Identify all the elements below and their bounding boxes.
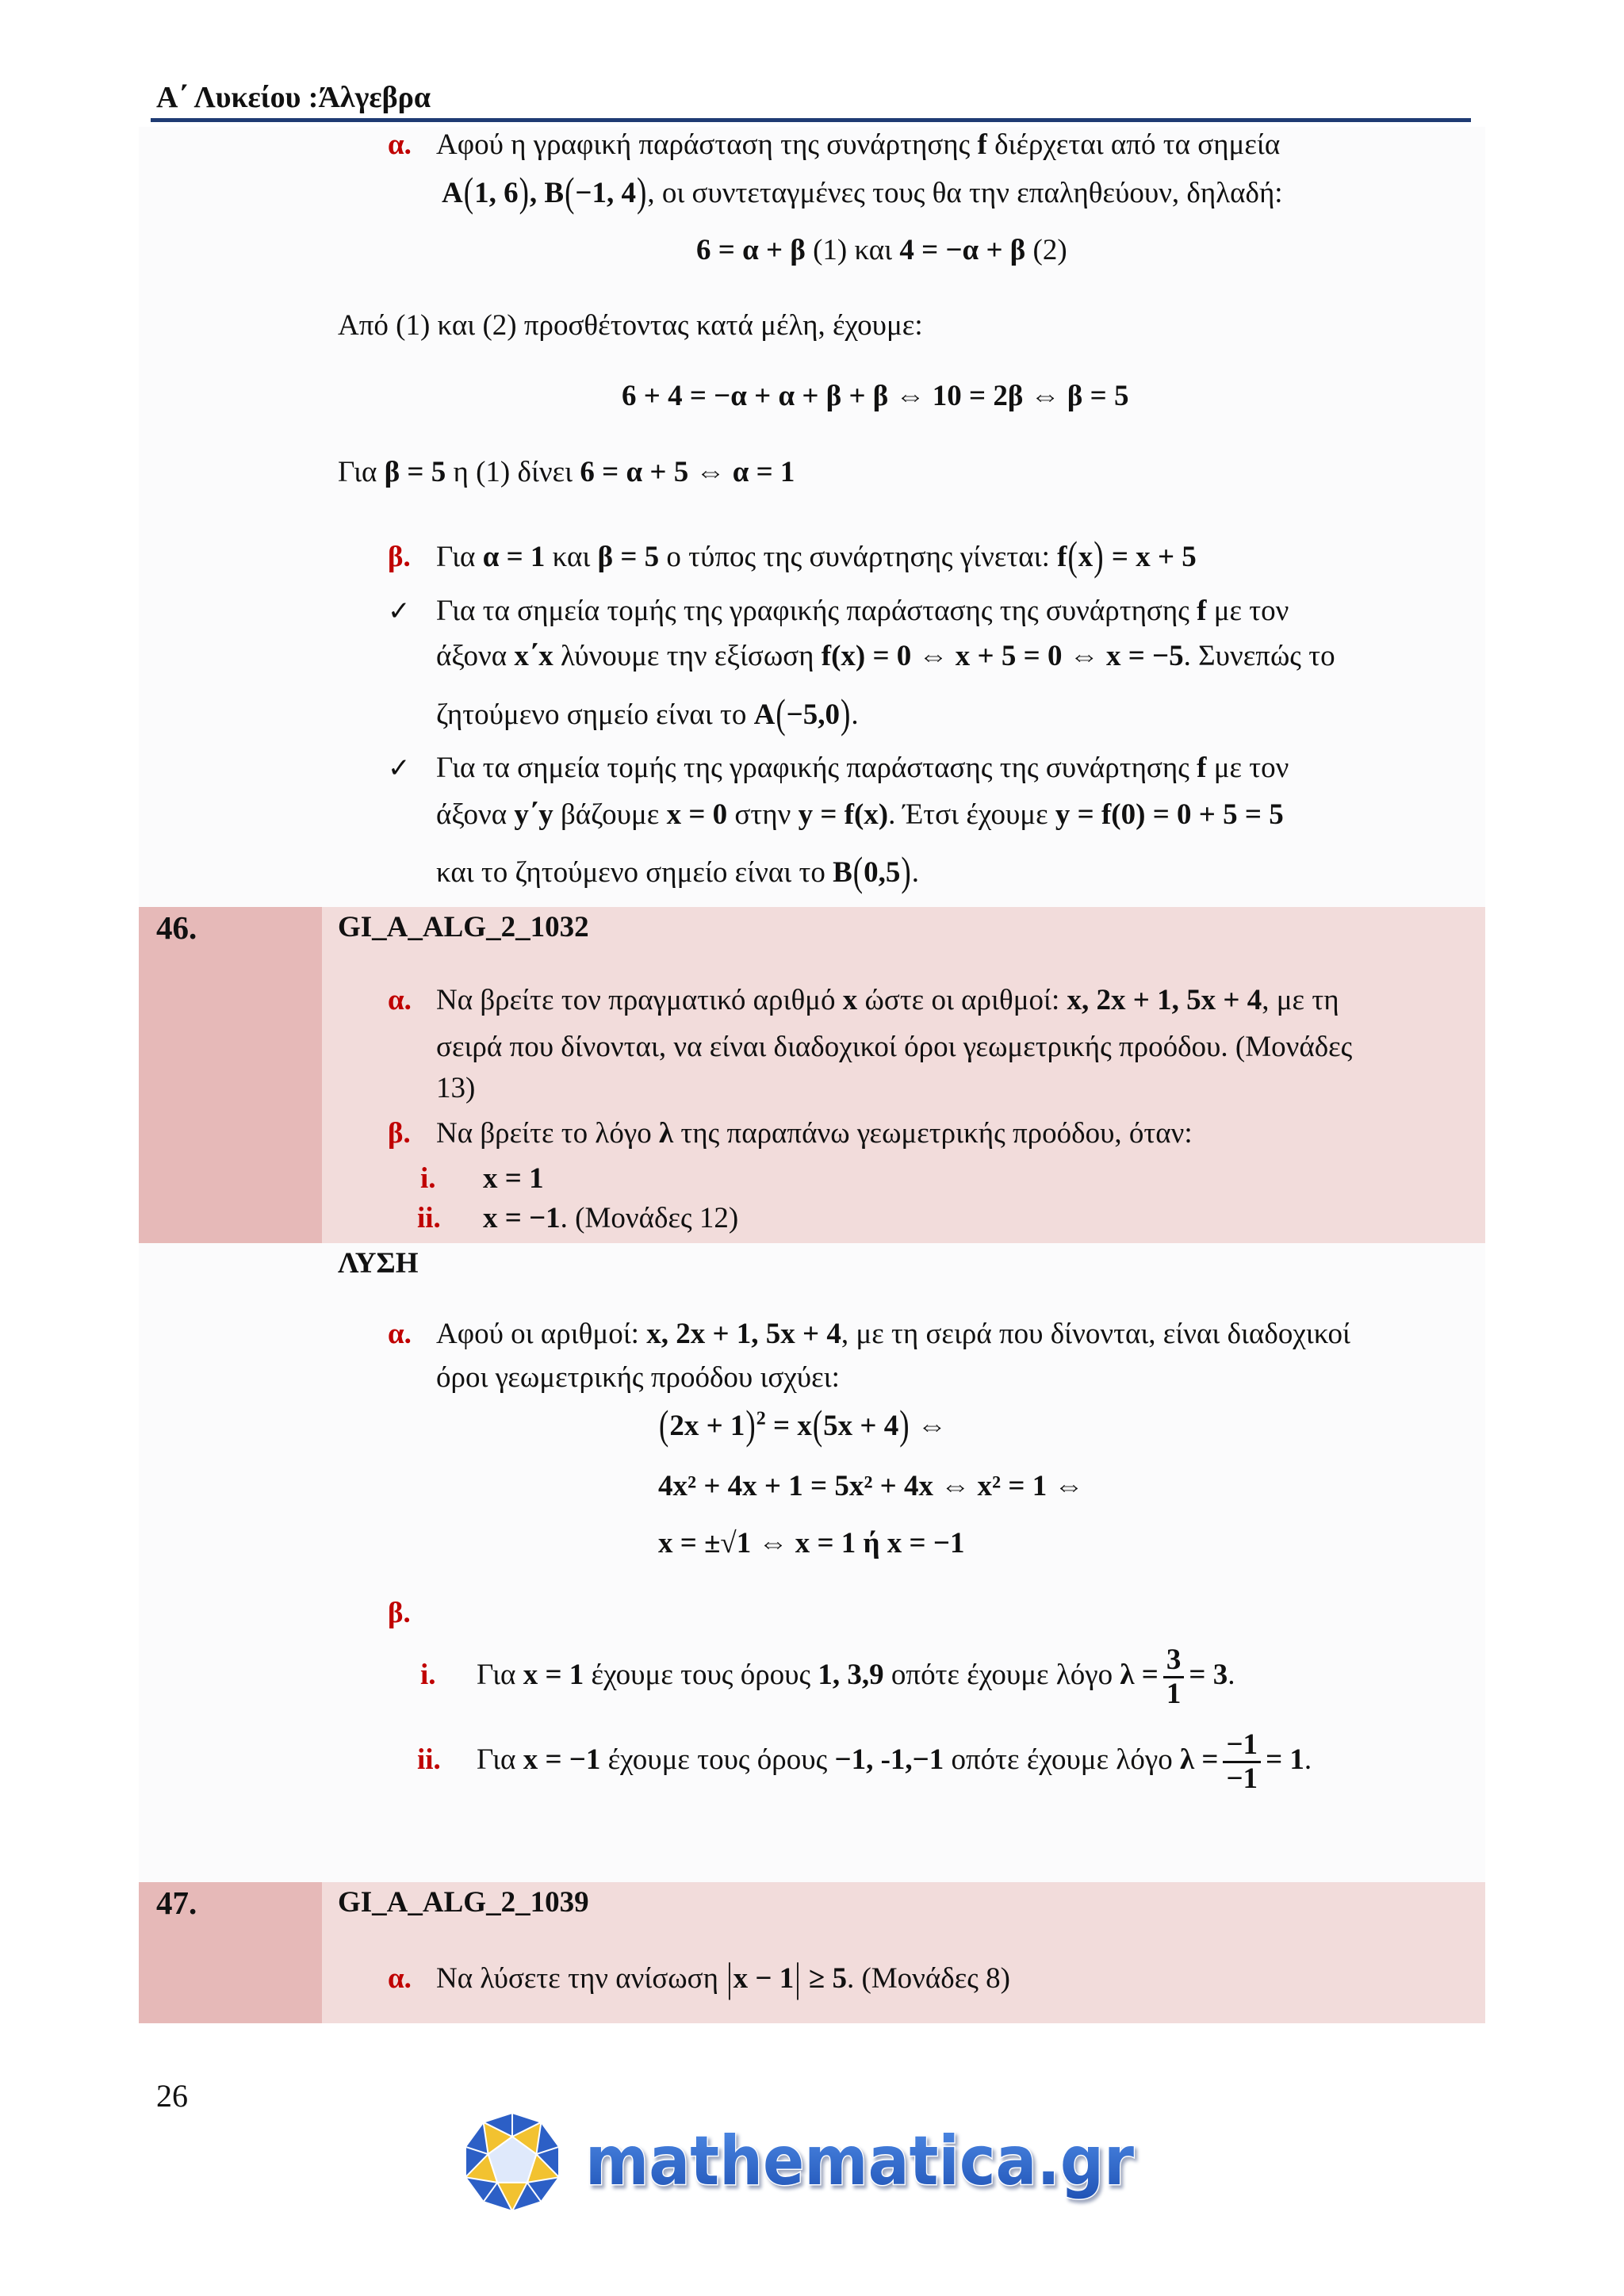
exercise-code: GI_A_ALG_2_1039: [338, 1886, 589, 1919]
math-expression: x = −1: [483, 1202, 561, 1234]
math-expression: y = f(0) = 0 + 5 = 5: [1055, 798, 1284, 831]
text-run: .: [911, 856, 919, 889]
text-run: , οι συντεταγμένες τους θα την επαληθεύουν, δηλαδή:: [647, 177, 1283, 209]
fraction: [1223, 1729, 1261, 1795]
absolute-value-bar: |: [795, 1955, 801, 2001]
math-expression: λ =: [1179, 1743, 1219, 1776]
math-expression: α = 1: [482, 541, 546, 573]
sol46-a-line-2: όροι γεωμετρικής προόδου ισχύει:: [436, 1361, 840, 1394]
text-run: βάζουμε: [553, 798, 667, 831]
math-expression: Β: [833, 856, 852, 889]
text-run: και: [545, 541, 598, 573]
ex46-subpart-ii: [483, 1200, 738, 1237]
math-expression: −1, -1,−1: [834, 1743, 944, 1776]
big-paren: ): [899, 1402, 910, 1448]
text-run: με τον: [1206, 595, 1289, 627]
math-expression: −5,0: [786, 698, 840, 731]
big-paren: ): [1094, 534, 1104, 580]
math-expression: = x + 5: [1104, 541, 1197, 573]
math-expression: = 3: [1189, 1659, 1228, 1691]
math-expression: x, 2x + 1, 5x + 4: [646, 1318, 841, 1350]
math-expression: 6 = α + β: [696, 234, 806, 266]
subpart-ii-marker: ii.: [417, 1743, 441, 1776]
big-paren: ): [840, 691, 851, 737]
text-run: .: [1304, 1743, 1312, 1776]
text-run: έχουμε τους όρους: [600, 1743, 835, 1776]
superscript: 2: [756, 1408, 766, 1429]
math-expression: x: [1078, 541, 1094, 573]
fraction-numerator: −1: [1226, 1728, 1258, 1762]
math-expression: −1, 4: [575, 177, 636, 209]
part-a-marker: α.: [388, 128, 412, 161]
s45-check1-line-2: [436, 638, 1335, 675]
s45-paragraph-2: [338, 454, 795, 491]
text-run: . (Μονάδες 8): [846, 1962, 1010, 1995]
ex46-a-line-3: 13): [436, 1072, 476, 1104]
text-run: (1) και: [805, 234, 900, 266]
text-run: στην: [727, 798, 799, 831]
s45-check1-line-3: [436, 691, 859, 737]
checkmark-icon: ✓: [388, 595, 411, 627]
math-expression: f(x) = 0 ⇔ x + 5 = 0 ⇔ x = −5: [821, 640, 1184, 672]
math-expression: = 1: [1266, 1743, 1304, 1776]
polyhedron-icon: [465, 2113, 559, 2211]
logo-text: mathematica.gr: [585, 2122, 1135, 2201]
math-expression: 0,5: [864, 856, 901, 889]
text-run: ώστε οι αριθμοί:: [857, 984, 1067, 1016]
big-paren: ): [519, 170, 529, 216]
math-expression: 1, 3,9: [818, 1659, 884, 1691]
solution-title: ΛΥΣΗ: [338, 1247, 419, 1280]
sol46-equation-2: 4x² + 4x + 1 = 5x² + 4x ⇔ x² = 1 ⇔: [658, 1470, 1084, 1502]
big-paren: (: [565, 170, 575, 216]
text-run: (2): [1025, 234, 1067, 266]
text-run: Αφού η γραφική παράσταση της συνάρτησης: [436, 128, 978, 161]
math-expression: β = 5: [384, 456, 446, 488]
text-run: Να βρείτε τον πραγματικό αριθμό: [436, 984, 843, 1016]
math-expression: , Β: [529, 177, 565, 209]
s45-check2-line-2: [436, 797, 1284, 833]
math-expression: λ =: [1120, 1659, 1159, 1691]
math-expression: 1, 6: [474, 177, 519, 209]
fraction-denominator: 1: [1163, 1676, 1185, 1710]
part-a-marker: α.: [388, 1962, 412, 1995]
fraction-numerator: 3: [1166, 1644, 1182, 1677]
exercise-number: 47.: [156, 1885, 197, 1921]
s45-check2-line-1: [436, 750, 1289, 786]
text-run: . Έτσι έχουμε: [888, 798, 1055, 831]
text-run: . (Μονάδες 12): [560, 1202, 739, 1234]
ex46-a-line-2: σειρά που δίνονται, να είναι διαδοχικοί όροι γεωμετρικής προόδου. (Μονάδες: [436, 1031, 1353, 1063]
text-run: της παραπάνω γεωμετρικής προόδου, όταν:: [673, 1117, 1193, 1150]
big-paren: ): [745, 1402, 756, 1448]
math-expression: 4 = −α + β: [899, 234, 1026, 266]
math-expression: x: [842, 984, 858, 1016]
text-run: ζητούμενο σημείο είναι το: [436, 698, 754, 731]
text-run: η (1) δίνει: [446, 456, 580, 488]
big-paren: (: [659, 1402, 669, 1448]
ex46-b-line-1: [436, 1115, 1193, 1152]
text-run: Για: [436, 541, 483, 573]
absolute-value-bar: |: [726, 1955, 733, 2001]
page-number: 26: [156, 2078, 188, 2114]
sol46-equation-3: x = ±√1 ⇔ x = 1 ή x = −1: [658, 1527, 965, 1559]
text-run: .: [851, 698, 859, 731]
big-paren: (: [776, 691, 786, 737]
big-paren: ): [637, 170, 647, 216]
text-run: Αφού οι αριθμοί:: [436, 1318, 647, 1350]
math-expression: x − 1: [733, 1962, 795, 1995]
part-b-marker: β.: [388, 1117, 411, 1150]
text-run: Να λύσετε την ανίσωση: [436, 1962, 726, 1995]
mathematica-logo: [444, 2093, 1158, 2236]
math-expression: f: [1197, 595, 1207, 627]
text-run: Να βρείτε το λόγο: [436, 1117, 659, 1150]
math-expression: x = −1: [523, 1743, 601, 1776]
math-expression: ⇔: [910, 1410, 947, 1442]
math-expression: β = 5: [597, 541, 660, 573]
s45-a-line-2: [442, 170, 1283, 216]
fraction-denominator: −1: [1223, 1761, 1261, 1795]
text-run: .: [1228, 1659, 1235, 1691]
math-expression: x, 2x + 1, 5x + 4: [1067, 984, 1262, 1016]
subpart-i-marker: i.: [420, 1162, 436, 1195]
math-expression: f: [1057, 541, 1067, 573]
subpart-i-marker: i.: [420, 1659, 436, 1691]
exercise-number: 46.: [156, 909, 197, 946]
s45-equation-1: 6 + 4 = −α + α + β + β ⇔ 10 = 2β ⇔ β = 5: [622, 380, 1129, 412]
text-run: ο τύπος της συνάρτησης γίνεται:: [659, 541, 1058, 573]
s45-a-line-1: [436, 127, 1280, 163]
math-expression: Α: [442, 177, 463, 209]
math-expression: 2x + 1: [669, 1410, 745, 1442]
math-expression: x = 0: [666, 798, 728, 831]
text-run: άξονα: [436, 798, 515, 831]
ex47-a-line-1: [436, 1955, 1010, 2001]
sol46-a-line-1: [436, 1316, 1350, 1353]
sol46-equation-1: [658, 1402, 947, 1448]
math-expression: y΄y: [514, 798, 553, 831]
text-run: με τον: [1206, 752, 1289, 784]
text-run: . Συνεπώς το: [1183, 640, 1335, 672]
s45-paragraph-1: Από (1) και (2) προσθέτοντας κατά μέλη, έχουμε:: [338, 309, 923, 342]
fraction: [1163, 1644, 1185, 1710]
part-a-marker: α.: [388, 1318, 412, 1350]
s45-b-line-1: [436, 534, 1197, 580]
text-run: οπότε έχουμε λόγο: [883, 1659, 1120, 1691]
text-run: διέρχεται από τα σημεία: [986, 128, 1281, 161]
subpart-ii-marker: ii.: [417, 1202, 441, 1234]
exercise-code: GI_A_ALG_2_1032: [338, 911, 589, 943]
big-paren: (: [1067, 534, 1078, 580]
math-expression: = x: [765, 1410, 812, 1442]
sol46-subpart-ii: [477, 1728, 1312, 1796]
text-run: , με τη σειρά που δίνονται, είναι διαδοχικοί: [841, 1318, 1350, 1350]
big-paren: (: [812, 1402, 823, 1448]
big-paren: ): [901, 849, 911, 895]
math-expression: 5x + 4: [823, 1410, 899, 1442]
sol46-subpart-i: [477, 1644, 1235, 1711]
text-run: Για τα σημεία τομής της γραφικής παράστασης της συνάρτησης: [436, 595, 1197, 627]
text-run: Για: [338, 456, 385, 488]
s45-check1-line-1: [436, 593, 1289, 629]
checkmark-icon: ✓: [388, 752, 411, 784]
part-b-marker: β.: [388, 1597, 411, 1629]
text-run: λύνουμε την εξίσωση: [553, 640, 822, 672]
text-run: Για: [477, 1659, 523, 1691]
big-paren: (: [463, 170, 474, 216]
text-run: και το ζητούμενο σημείο είναι το: [436, 856, 833, 889]
text-run: Για τα σημεία τομής της γραφικής παράστασης της συνάρτησης: [436, 752, 1197, 784]
math-expression: x = 1: [523, 1659, 584, 1691]
s45-a-line-3: [696, 232, 1067, 269]
text-run: οπότε έχουμε λόγο: [944, 1743, 1180, 1776]
math-expression: y = f(x): [798, 798, 889, 831]
text-run: έχουμε τους όρους: [584, 1659, 818, 1691]
ex46-a-line-1: [436, 982, 1339, 1019]
text-run: Για: [477, 1743, 523, 1776]
header-rule: [151, 118, 1471, 122]
math-expression: 6 = α + 5 ⇔ α = 1: [580, 456, 795, 488]
part-a-marker: α.: [388, 984, 412, 1016]
exercise-46-number-cell: [139, 907, 322, 1243]
math-expression: f: [977, 128, 987, 161]
big-paren: (: [852, 849, 864, 895]
math-expression: x΄x: [514, 640, 553, 672]
text-run: , με τη: [1262, 984, 1339, 1016]
page-header-title: Α΄ Λυκείου :Άλγεβρα: [156, 81, 431, 114]
ex46-subpart-i: x = 1: [483, 1162, 544, 1195]
math-expression: f: [1197, 752, 1207, 784]
part-b-marker: β.: [388, 541, 411, 573]
math-expression: λ: [658, 1117, 674, 1150]
math-expression: ≥ 5: [801, 1962, 847, 1995]
s45-check2-line-3: [436, 849, 919, 895]
math-expression: Α: [753, 698, 776, 731]
text-run: άξονα: [436, 640, 515, 672]
